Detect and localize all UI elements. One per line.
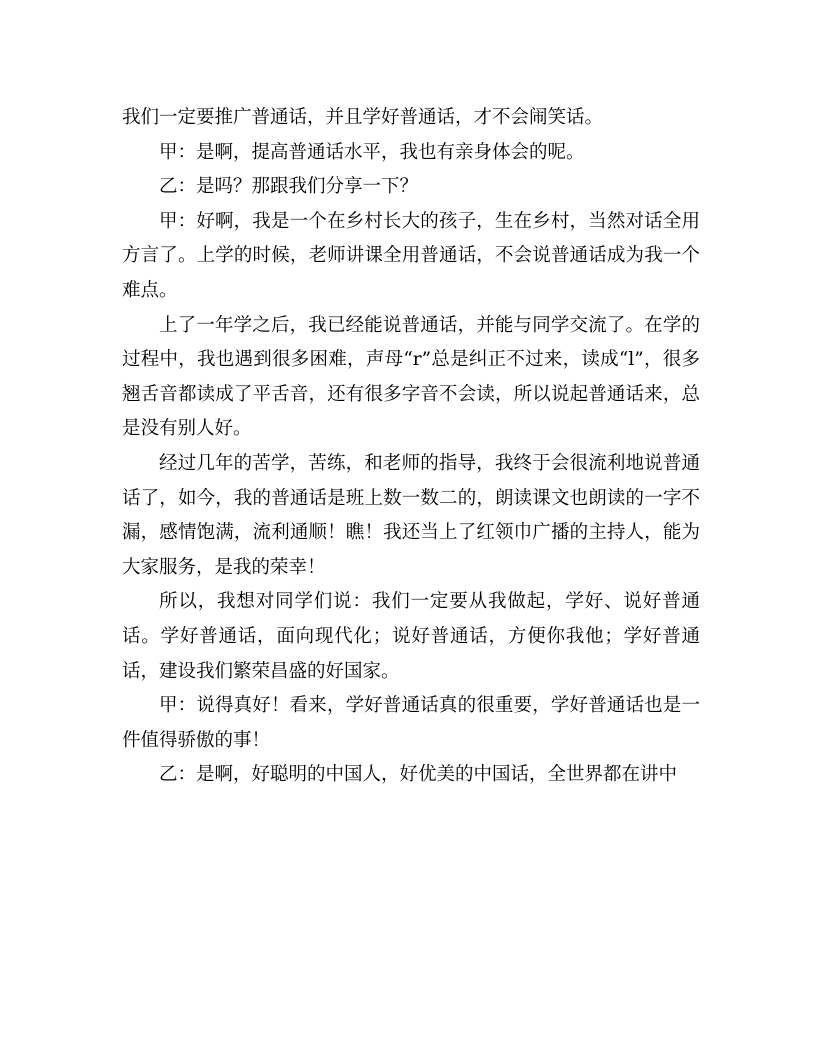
paragraph-dialogue-jia-story: 甲：好啊，我是一个在乡村长大的孩子，生在乡村，当然对话全用方言了。上学的时候，老师讲课全用普通话，不会说普通话成为我一个难点。 [122, 210, 700, 301]
paragraph-continuation: 我们一定要推广普通话，并且学好普通话，才不会闹笑话。 [122, 107, 604, 128]
paragraph-appeal: 所以，我想对同学们说：我们一定要从我做起，学好、说好普通话。学好普通话，面向现代化；说好普通话，方便你我他；学好普通话，建设我们繁荣昌盛的好国家。 [122, 591, 700, 682]
paragraph-dialogue-jia: 甲：是啊，提高普通话水平，我也有亲身体会的呢。 [159, 141, 585, 163]
document-body [122, 101, 700, 793]
paragraph-dialogue-jia-response: 甲：说得真好！看来，学好普通话真的很重要，学好普通话也是一件值得骄傲的事！ [122, 695, 700, 751]
paragraph-story-learning: 上了一年学之后，我已经能说普通话，并能与同学交流了。在学的过程中，我也遇到很多困难，声母“r”总是纠正不过来，读成“l”，很多翘舌音都读成了平舌音，还有很多字音不会读，所以说起普通话来，总是没有别人好。 [122, 314, 700, 440]
paragraph-dialogue-yi-closing: 乙：是啊，好聪明的中国人，好优美的中国话，全世界都在讲中 [159, 764, 678, 786]
paragraph-dialogue-yi: 乙：是吗？那跟我们分享一下？ [159, 176, 419, 198]
paragraph-story-progress: 经过几年的苦学，苦练，和老师的指导，我终于会很流利地说普通话了，如今，我的普通话是班上数一数二的，朗读课文也朗读的一字不漏，感情饱满，流利通顺！瞧！我还当上了红领巾广播的主持人，能为大家服务，是我的荣幸！ [122, 452, 700, 578]
